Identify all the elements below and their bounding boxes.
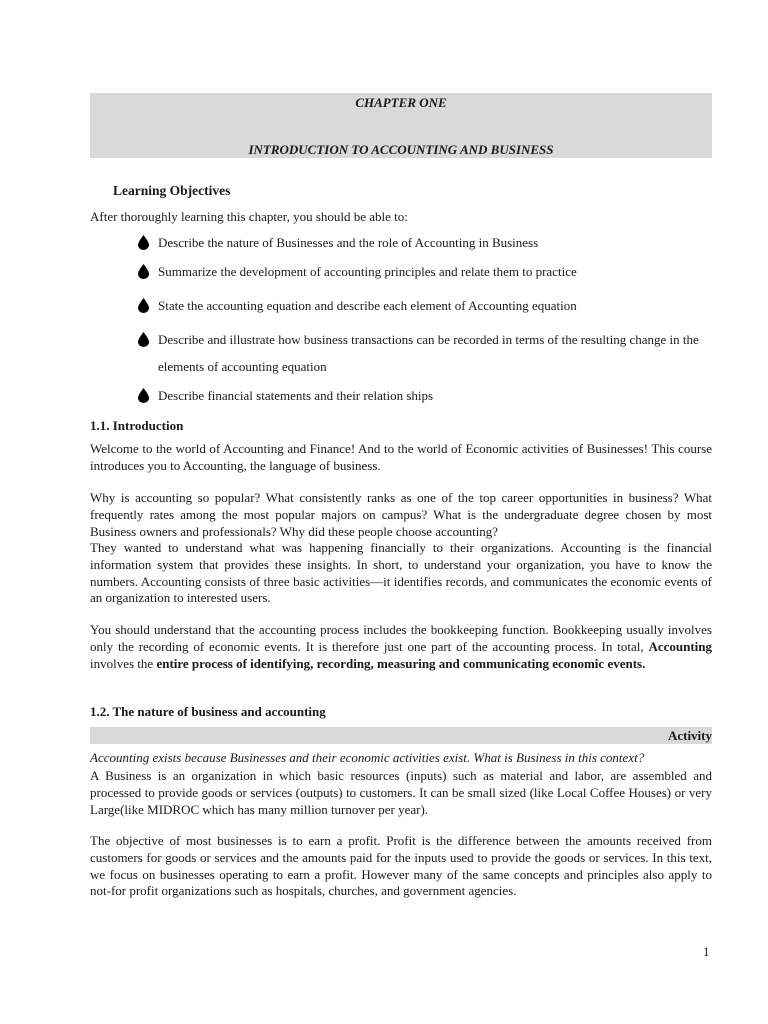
list-item-text: Describe the nature of Businesses and the role of Accounting in Business [158,235,539,250]
section-heading-introduction: 1.1. Introduction [90,418,184,433]
section-heading-nature-of-business: 1.2. The nature of business and accounting [90,704,326,719]
paragraph-text: You should understand that the accounting process includes the bookkeeping function. Bookkeeping usually involves only the recording of economic events. It is therefore just one part of the accounting process. In total, [90,622,712,654]
drop-icon [137,235,150,250]
paragraph-welcome: Welcome to the world of Accounting and Finance! And to the world of Economic activities of Businesses! This course introduces you to Accounting, the language of business. [90,441,712,473]
bold-term-accounting: Accounting [648,638,712,654]
drop-icon [137,388,150,403]
paragraph-business-definition: A Business is an organization in which basic resources (inputs) such as material and labor, are assembled and processed to provide goods or services (outputs) to customers. It can be small sized (like Local Coffee Houses) or very Large(like MIDROC which has many million turnover per year). [90,768,712,817]
activity-question: Accounting exists because Businesses and their economic activities exist. What is Business in this context? [90,750,645,765]
bold-definition: entire process of identifying, recording, measuring and communicating economic events. [156,655,646,671]
paragraph-financial-insights: They wanted to understand what was happening financially to their organizations. Accounting is the financial information system that provides these insights. In short, to understand your organization, you have to know the numbers. Accounting consists of three basic activities—it identifies records, and communicates the economic events of an organization to interested users. [90,540,712,606]
list-item-text: Describe financial statements and their relation ships [158,388,434,403]
paragraph-text: involves the [90,655,157,671]
drop-icon [137,298,150,313]
paragraph-profit-objective: The objective of most businesses is to earn a profit. Profit is the difference between the amounts received from customers for goods or services and the amounts paid for the inputs used to provide the goods or services. In this text, we focus on businesses operating to earn a profit. However many of the same concepts and principles also apply to not-for profit organizations such as hospitals, churches, and government agencies. [90,833,712,899]
list-item-text: Summarize the development of accounting principles and relate them to practice [158,264,577,279]
learning-objectives-heading: Learning Objectives [113,183,231,198]
chapter-title: INTRODUCTION TO ACCOUNTING AND BUSINESS [248,142,554,157]
paragraph-why-accounting: Why is accounting so popular? What consistently ranks as one of the top career opportunities in business? What frequently rates among the most popular majors on campus? What is the undergraduate degree chosen by most Business owners and professionals? Why did these people choose accounting? [90,490,712,539]
chapter-header-box [90,93,712,158]
list-item-text: State the accounting equation and describe each element of Accounting equation [158,298,577,313]
drop-icon [137,332,150,347]
learning-objectives-intro: After thoroughly learning this chapter, you should be able to: [90,209,408,224]
chapter-label: CHAPTER ONE [355,95,447,110]
page-number: 1 [703,944,710,959]
drop-icon [137,264,150,279]
activity-bar [90,727,712,744]
activity-label: Activity [667,728,712,743]
list-item-text: Describe and illustrate how business transactions can be recorded in terms of the resulting change in the elements of accounting equation [158,332,699,374]
paragraph-accounting-process [90,622,712,672]
